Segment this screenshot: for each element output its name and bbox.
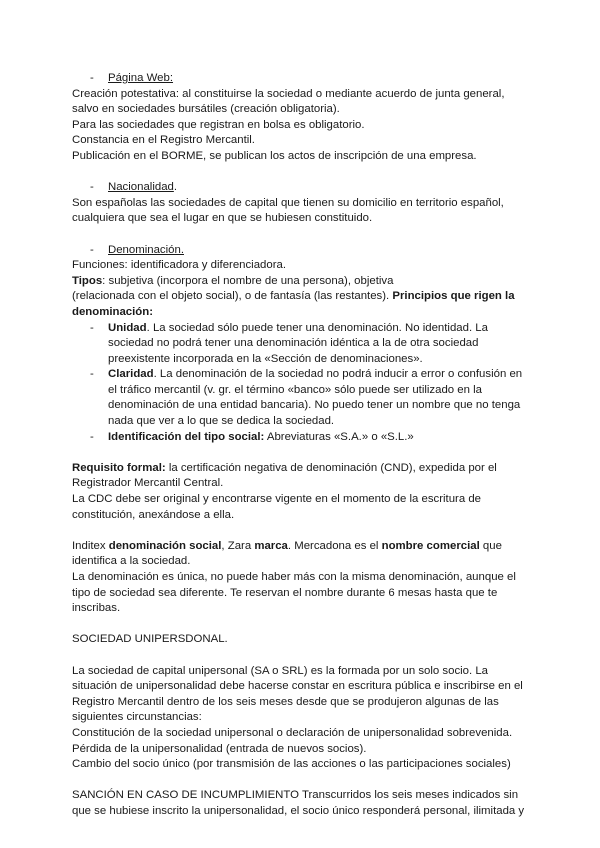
- list-item: [72, 321, 532, 368]
- heading-suffix: .: [173, 181, 178, 194]
- document-page: [72, 71, 532, 820]
- bold-label: Requisito formal:: [72, 461, 166, 474]
- principios-list: [72, 321, 532, 446]
- paragraph: Cambio del socio único (por transmisión de las acciones o las participaciones sociales): [72, 758, 511, 771]
- bold-label: Unidad: [108, 321, 147, 334]
- paragraph-tipos: [72, 274, 532, 321]
- bullet-dash: -: [90, 430, 94, 443]
- heading-text: Nacionalidad: [108, 181, 174, 194]
- text: la certificación negativa de denominación (CND), expedida por el Registrador Mercantil Central.: [72, 461, 497, 490]
- bold-label: Tipos: [72, 274, 103, 287]
- text: Abreviaturas «S.A.» o «S.L.»: [264, 430, 414, 443]
- bullet-dash: -: [90, 72, 94, 84]
- text: , Zara: [221, 539, 255, 552]
- section-heading-pagina-web: [72, 71, 532, 87]
- bold-label: Claridad: [108, 368, 154, 381]
- section-heading-nacionalidad: [72, 180, 532, 196]
- bullet-dash: -: [90, 368, 94, 381]
- bold-label: Principios que rigen la denominación:: [72, 290, 515, 318]
- bold-label: marca: [254, 539, 288, 552]
- paragraph-sancion: SANCIÓN EN CASO DE INCUMPLIMIENTO Transcurridos los seis meses indicados sin que se hubiese inscrito la unipersonalidad, el socio único responderá personal, ilimitada y: [72, 789, 525, 817]
- text: (relacionada con el objeto social), o de fantasía (las restantes).: [72, 290, 393, 303]
- paragraph: Para las sociedades que registran en bolsa es obligatorio.: [72, 118, 365, 131]
- heading-text: Denominación.: [108, 243, 184, 256]
- paragraph: La sociedad de capital unipersonal (SA o SRL) es la formada por un solo socio. La situación de unipersonalidad debe hacerse constar en escritura pública e inscribirse en el Registro Mercantil dentro de los seis meses desde que se produjeron algunas de las siguientes circunstancias:: [72, 664, 523, 724]
- paragraph-inditex: [72, 539, 532, 570]
- paragraph: Constitución de la sociedad unipersonal o declaración de unipersonalidad sobrevenida.: [72, 726, 513, 739]
- section-heading-unipersonal: SOCIEDAD UNIPERSDONAL.: [72, 633, 228, 646]
- heading-text: Página Web:: [108, 72, 174, 84]
- text: . La sociedad sólo puede tener una denominación. No identidad. La sociedad no podrá tener una denominación idéntica a la de otra sociedad preexistente incorporada en la «Sección de denominaciones».: [108, 321, 488, 365]
- list-item: [72, 367, 532, 429]
- paragraph: La denominación es única, no puede haber más con la misma denominación, aunque el tipo de sociedad sea diferente. Te reservan el nombre durante 6 mesas hasta que te inscribas.: [72, 571, 516, 615]
- paragraph-requisito: [72, 461, 532, 492]
- text: . Mercadona es el: [287, 539, 382, 552]
- paragraph: Funciones: identificadora y diferenciadora.: [72, 259, 287, 272]
- paragraph: Son españolas las sociedades de capital que tienen su domicilio en territorio español, cualquiera que sea el lugar en que se hubiesen constituido.: [72, 196, 504, 225]
- paragraph: La CDC debe ser original y encontrarse vigente en el momento de la escritura de constitución, anexándose a ella.: [72, 493, 482, 521]
- list-item: [72, 430, 532, 446]
- bullet-dash: -: [90, 181, 94, 194]
- text: : subjetiva (incorpora el nombre de una persona), objetiva: [102, 274, 394, 287]
- section-heading-denominacion: [72, 243, 532, 259]
- text: . La denominación de la sociedad no podrá inducir a error o confusión en el tráfico mercantil (v. gr. el término «banco» sólo puede ser utilizado en la denominación de una entidad bancaria). No puedo tener un nombre que no tenga nada que ver a lo que se dedica la sociedad.: [108, 368, 523, 428]
- paragraph: Pérdida de la unipersonalidad (entrada de nuevos socios).: [72, 742, 367, 755]
- bold-label: Identificación del tipo social:: [108, 430, 265, 443]
- bullet-dash: -: [90, 243, 94, 256]
- paragraph: Constancia en el Registro Mercantil.: [72, 134, 255, 147]
- paragraph: Creación potestativa: al constituirse la sociedad o mediante acuerdo de junta general, salvo en sociedades bursátiles (creación obligatoria).: [72, 87, 505, 116]
- bold-label: nombre comercial: [381, 539, 480, 552]
- text: que identifica a la sociedad.: [72, 539, 502, 568]
- bullet-dash: -: [90, 321, 94, 334]
- bold-label: denominación social: [108, 539, 222, 552]
- paragraph: Publicación en el BORME, se publican los actos de inscripción de una empresa.: [72, 149, 477, 162]
- text: Inditex: [72, 539, 109, 552]
